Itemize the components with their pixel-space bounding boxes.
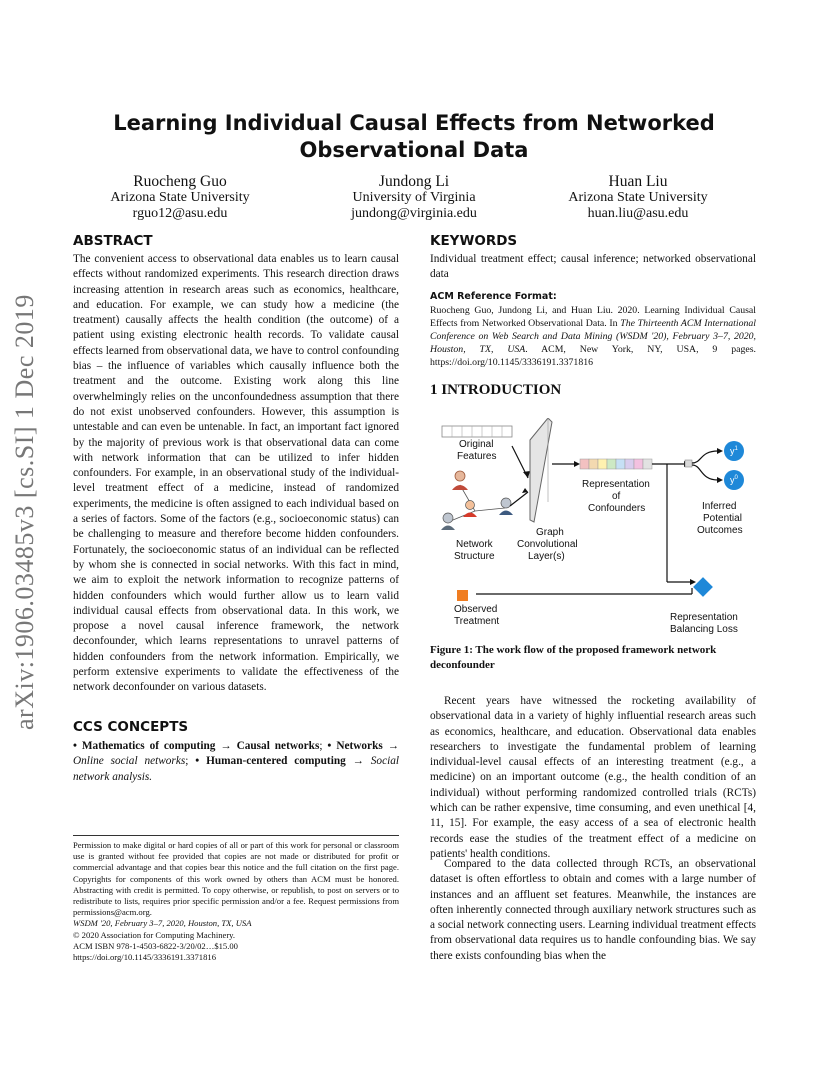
ccs-separator: ;	[185, 755, 196, 768]
permission-text: Permission to make digital or hard copies of all or part of this work for personal or classroom use is granted without fee provided that copies are not made or distributed for profit or commercial advantage and that copies bear this notice and the full citation on the first page. Copyrights for components of this work owned by others than ACM must be honored. Abstracting with credit is permitted. To copy otherwise, or republish, to post on servers or to redistribute to lists, requires prior specific permission and/or a fee. Request permissions from permissions@acm.org.	[73, 840, 399, 918]
label-potential: Potential	[703, 513, 742, 524]
copyright: © 2020 Association for Computing Machinery.	[73, 929, 236, 940]
title-line-1: Learning Individual Causal Effects from Networked	[113, 111, 715, 135]
arrowhead	[523, 471, 530, 478]
label-rep-balancing: Representation	[670, 612, 738, 623]
label-representation: Representation	[582, 479, 650, 490]
author-name: Huan Liu	[608, 173, 668, 190]
ccs-concept: • Mathematics of computing → Causal networks	[73, 740, 320, 752]
keywords-heading: KEYWORDS	[430, 233, 518, 249]
gcn-layer-shape	[530, 418, 552, 522]
arrowhead	[717, 448, 723, 454]
reference-rest: . ACM, New York, NY, USA, 9 pages. https://doi.org/10.1145/3336191.3371816	[430, 344, 756, 368]
reference-text	[430, 304, 756, 369]
label-confounders: Confounders	[588, 503, 646, 514]
ccs-concept: • Networks	[327, 740, 383, 752]
arrow-to-y0	[692, 465, 718, 480]
network-people-icons	[441, 471, 513, 530]
author-3	[538, 174, 738, 222]
author-email: huan.liu@asu.edu	[587, 206, 689, 221]
label-treatment: Treatment	[454, 616, 500, 627]
ccs-concept: → Online social networks	[73, 740, 399, 768]
arrow-network-to-gcn	[510, 492, 528, 506]
label-structure: Structure	[454, 551, 495, 562]
label-network: Network	[456, 539, 493, 550]
label-of: of	[612, 491, 621, 502]
isbn: ACM ISBN 978-1-4503-6822-3/20/02…$15.00	[73, 940, 238, 951]
intro-paragraph-2: Compared to the data collected through RCTs, an observational dataset is often effortless to obtain and comes with a large number of instances and an affluent set features. Meanwhile, the instances are often inherently connected through auxiliary network structures such as a social network connecting users. Learning individual treatment effects from observational data requires us to handle confounding bias. We say there exists confounding bias when the	[430, 858, 756, 962]
label-original: Original	[459, 439, 494, 450]
balancing-loss-diamond	[693, 577, 713, 597]
author-affiliation: Arizona State University	[568, 190, 708, 205]
arxiv-stamp: arXiv:1906.03485v3 [cs.SI] 1 Dec 2019	[10, 294, 39, 730]
doi-link[interactable]: https://doi.org/10.1145/3336191.3371816	[73, 952, 216, 963]
ccs-concepts	[73, 739, 399, 785]
author-email: jundong@virginia.edu	[351, 206, 477, 221]
ccs-concept: • Human-centered computing →	[195, 755, 364, 768]
keywords-text: Individual treatment effect; causal inference; networked observational data	[430, 253, 756, 281]
author-1	[80, 174, 280, 222]
label-inferred: Inferred	[702, 501, 737, 512]
merge-node	[685, 460, 692, 467]
ccs-concept: Social network analysis.	[73, 755, 400, 783]
ccs-heading: CCS CONCEPTS	[73, 719, 189, 735]
footnote-rule	[73, 835, 399, 836]
reference-heading: ACM Reference Format:	[430, 291, 557, 302]
conference-info: WSDM '20, February 3–7, 2020, Houston, TX, USA	[73, 918, 252, 929]
arrowhead	[717, 477, 723, 483]
arrowhead	[574, 461, 580, 467]
label-convolutional: Convolutional	[517, 539, 578, 550]
treatment-square	[457, 590, 468, 601]
label-observed: Observed	[454, 604, 498, 615]
abstract-text: The convenient access to observational data enables us to learn causal effects without randomized experiments. This research direction draws increasing attention in research areas such as economics, healthcare, and education. For example, we can study how a medicine (the treatment) causally affects the health condition (the outcome) of a patient using existing electronic health records. To validate causal effects learned from observational data, we have to control confounding bias – the influence of variables which causally influence both the treatment and the outcome. Existing work along this line overwhelmingly relies on the unconfoundedness assumption that there do not exist unobserved confounders. However, this assumption is untestable and can even be untenable. In fact, an important fact ignored by the majority of previous work is that observational data can come with network information that can be utilized to infer hidden confounders. For example, in an observational study of the individual-level treatment effect of a medicine, instead of randomized experiments, the medicine is often assigned to each individual based on a series of factors. Some of the factors (e.g., socioeconomic status) can be challenging to measure and therefore become hidden confounders. Fortunately, the socioeconomic status of an individual can be reflected by whom she is connected in social networks. With this fact in mind, we aim to exploit the network information to recognize patterns of hidden confounders which would further allow us to learn valid individual causal effects from observational data. In this work, we propose a novel causal inference framework, the network deconfounder, which learns representations to unravel patterns of hidden confounders from the network information. Empirically, we perform extensive experiments to validate the effectiveness of the network deconfounder on various datasets.	[73, 253, 399, 694]
intro-heading: 1 INTRODUCTION	[430, 382, 562, 398]
permission-block	[73, 840, 399, 963]
author-email: rguo12@asu.edu	[132, 206, 228, 221]
author-affiliation: University of Virginia	[352, 190, 476, 205]
author-affiliation: Arizona State University	[110, 190, 250, 205]
abstract-heading: ABSTRACT	[73, 233, 153, 249]
representation-vector	[580, 459, 652, 469]
author-name: Jundong Li	[378, 173, 450, 190]
label-layers: Layer(s)	[528, 551, 565, 562]
figure-caption: Figure 1: The work flow of the proposed framework network deconfounder	[430, 644, 717, 672]
reference-venue: The Thirteenth ACM International Conference on Web Search and Data Mining (WSDM '20), February 3–7, 2020, Houston, TX, USA	[430, 318, 756, 355]
y1-label: $y^1$	[730, 446, 738, 456]
intro-paragraph-1: Recent years have witnessed the rocketing availability of observational data in a variety of highly influential research areas such as economics, healthcare, and education. Observational data enables researchers to investigate the fundamental problem of learning individual-level causal effects of an interesting treatment (e.g., a medicine) on an important outcome (e.g., the health condition of an individual) without performing randomized controlled trials (RCTs) which can be rather expensive, time consuming, and even unethical [4, 11, 15]. For example, the easy access of a sea of electronic health records ease the studies of the treatment effect of a medicine on patients' health conditions.	[430, 695, 756, 860]
label-graph: Graph	[536, 527, 564, 538]
title-line-2: Observational Data	[299, 138, 529, 162]
author-2	[314, 174, 514, 222]
y0-label: $y^0$	[730, 475, 738, 485]
arrowhead	[690, 579, 696, 585]
label-balancing-loss: Balancing Loss	[670, 624, 738, 635]
author-name: Ruocheng Guo	[133, 173, 227, 190]
ccs-separator: ;	[319, 740, 328, 752]
label-features: Features	[457, 451, 497, 462]
paper-title	[100, 110, 728, 164]
label-outcomes: Outcomes	[697, 525, 743, 536]
figure-1	[430, 418, 760, 640]
original-features-table	[442, 426, 512, 437]
arrow-to-y1	[692, 451, 718, 463]
reference-authors: Ruocheng Guo, Jundong Li, and Huan Liu. 2020. Learning Individual Causal Effects from Networked Observational Data. In	[430, 305, 756, 329]
